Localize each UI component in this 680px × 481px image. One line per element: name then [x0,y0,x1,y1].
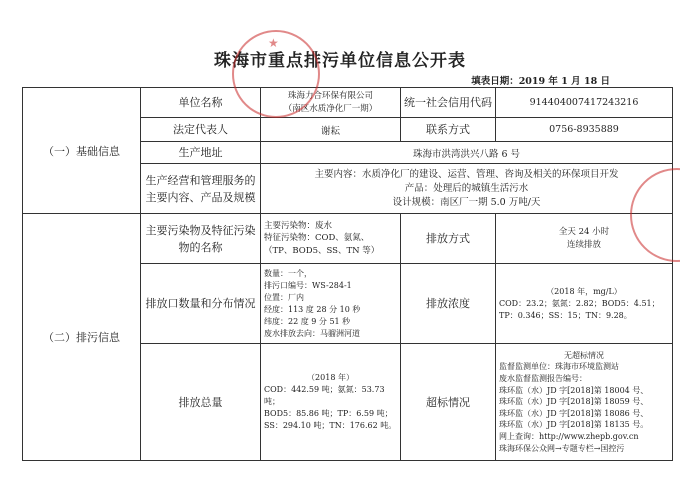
contact-value: 0756-8935889 [496,118,673,142]
discharge-mode-line: 连续排放 [566,239,601,250]
seal-star-icon: ★ [268,36,279,50]
outlet-line: 排污口编号：WS-284-1 [264,280,352,290]
legal-rep-value: 谢耘 [261,118,401,142]
total-line: SS：294.10 吨；TN：176.62 吨。 [264,421,397,430]
business-line: 产品：处理后的城镇生活污水 [404,182,529,194]
exceed-line: 珠环监（水）JD 字[2018]第 18086 号、 [499,408,649,418]
total-line: BOD5：85.86 吨；TP：6.59 吨； [264,409,393,418]
section-basic-label: （一）基础信息 [23,88,141,214]
unit-name-line: （南区水质净化厂一期） [283,103,378,114]
page-title: 珠海市重点排污单位信息公开表 [214,51,466,71]
outlet-label: 排放口数量和分布情况 [141,264,261,344]
discharge-mode-label: 排放方式 [401,214,496,264]
business-label [141,164,261,214]
business-line: 设计规模：南区厂一期 5.0 万吨/天 [392,196,541,208]
outlet-line: 数量：一个， [264,268,312,278]
outlet-line: 废水排放去向：马骝洲河道 [264,328,360,338]
business-label-line: 主要内容、产品及规模 [145,190,256,204]
exceed-label: 超标情况 [401,344,496,461]
business-line: 主要内容：水质净化厂的建设、运营、管理、咨询及相关的环保项目开发 [314,168,619,180]
outlet-line: 位置：厂内 [264,292,304,302]
unit-name-line: 珠海力合环保有限公司 [287,91,373,101]
total-label: 排放总量 [141,344,261,461]
pollutant-line: 主要污染物：废水 [264,220,333,231]
total-line: COD：442.59 吨；氨氮：53.73 吨； [264,385,385,406]
exceed-line: 废水监督监测报告编号： [499,374,587,384]
outlet-value [261,264,401,344]
pollutant-label-line: 主要污染物及特征污染 [145,223,256,237]
concentration-line: TP：0.346；SS：15；TN：9.28。 [499,310,632,320]
concentration-line: COD：23.2；氨氮：2.82；BOD5：4.51； [499,298,660,308]
pollutant-label [141,214,261,264]
info-table [22,87,673,461]
section-pollution-label: （二）排污信息 [23,214,141,461]
exceed-line: 监督监测单位：珠海市环境监测站 [499,362,619,372]
concentration-line: （2018 年，mg/L） [546,286,622,296]
address-label: 生产地址 [141,142,261,164]
business-label-line: 生产经营和管理服务的 [145,173,256,187]
total-value [261,344,401,461]
total-line: （2018 年） [307,373,354,382]
credit-code-label: 统一社会信用代码 [401,88,496,118]
contact-label: 联系方式 [401,118,496,142]
exceed-line: 珠海环保公众网→专题专栏→国控污 [499,443,625,453]
address-value: 珠海市洪湾洪兴八路 6 号 [261,142,673,164]
outlet-line: 纬度：22 度 9 分 51 秒 [264,316,351,326]
concentration-label: 排放浓度 [401,264,496,344]
outlet-line: 经度：113 度 28 分 10 秒 [264,304,361,314]
exceed-line: 网上查询：http://www.zhepb.gov.cn [499,431,639,441]
credit-code-value: 914404007417243216 [496,88,673,118]
exceed-line: 珠环监（水）JD 字[2018]第 18059 号、 [499,397,649,407]
exceed-line: 无超标情况 [564,350,604,360]
pollutant-line: （TP、BOD5、SS、TN 等） [264,245,380,256]
business-value [261,164,673,214]
exceed-value [496,344,673,461]
exceed-line: 珠环监（水）JD 字[2018]第 18004 号、 [499,385,649,395]
discharge-mode-line: 全天 24 小时 [558,227,610,237]
pollutant-line: 特征污染物：COD、氨氮、 [264,233,370,244]
concentration-value [496,264,673,344]
fill-date: 填表日期：2019 年 1 月 18 日 [471,76,610,87]
unit-name-label: 单位名称 [141,88,261,118]
pollutant-value [261,214,401,264]
pollutant-label-line: 物的名称 [178,240,223,254]
legal-rep-label: 法定代表人 [141,118,261,142]
exceed-line: 珠环监（水）JD 字[2018]第 18135 号。 [499,420,649,430]
